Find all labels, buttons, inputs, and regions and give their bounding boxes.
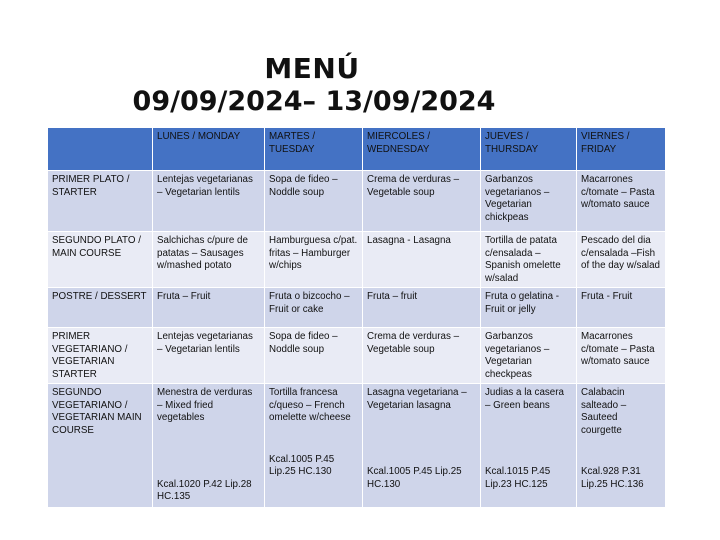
- header-row: [48, 128, 666, 171]
- table-row-starter: [48, 171, 666, 232]
- menu-date-range: 09/09/2024– 13/09/2024: [132, 86, 496, 117]
- table-cell: Crema de verduras – Vegetable soup: [363, 171, 481, 232]
- table-cell: [265, 384, 363, 508]
- table-cell: Fruta - Fruit: [577, 288, 666, 328]
- column-header-tuesday: MARTES / TUESDAY: [265, 128, 363, 171]
- table-cell: Garbanzos vegetarianos – Vegetarian checkpeas: [481, 328, 577, 384]
- table-row-vegetarian-starter: [48, 328, 666, 384]
- row-label: PRIMER PLATO / STARTER: [48, 171, 153, 232]
- dish-text: Lasagna vegetariana – Vegetarian lasagna: [367, 387, 467, 411]
- table-cell: Fruta o gelatina - Fruit or jelly: [481, 288, 577, 328]
- column-header-thursday: JUEVES / THURSDAY: [481, 128, 577, 171]
- table-cell: Macarrones c/tomate – Pasta w/tomato sauce: [577, 328, 666, 384]
- table-cell: Lentejas vegetarianas – Vegetarian lentils: [153, 328, 265, 384]
- row-label: POSTRE / DESSERT: [48, 288, 153, 328]
- table-row-dessert: [48, 288, 666, 328]
- table-cell: [577, 384, 666, 508]
- row-label: SEGUNDO PLATO / MAIN COURSE: [48, 232, 153, 288]
- table-cell: [363, 384, 481, 508]
- column-header-wednesday: MIERCOLES / WEDNESDAY: [363, 128, 481, 171]
- menu-title: MENÚ: [264, 52, 360, 85]
- table-cell: Hamburguesa c/pat. fritas – Hamburger w/chips: [265, 232, 363, 288]
- nutrition-info: Kcal.928 P.31 Lip.25 HC.136: [581, 466, 644, 490]
- table-row-main-course: [48, 232, 666, 288]
- table-cell: Sopa de fideo – Noddle soup: [265, 171, 363, 232]
- nutrition-info: Kcal.1005 P.45 Lip.25 HC.130: [269, 453, 335, 477]
- column-header-friday: VIERNES / FRIDAY: [577, 128, 666, 171]
- table-cell: Fruta – fruit: [363, 288, 481, 328]
- table-cell: Crema de verduras – Vegetable soup: [363, 328, 481, 384]
- table-cell: [153, 384, 265, 508]
- dish-text: Menestra de verduras – Mixed fried vegetables: [157, 387, 253, 423]
- table-cell: Garbanzos vegetarianos – Vegetarian chickpeas: [481, 171, 577, 232]
- table-cell: Sopa de fideo – Noddle soup: [265, 328, 363, 384]
- row-label: SEGUNDO VEGETARIANO / VEGETARIAN MAIN COURSE: [48, 384, 153, 508]
- table-cell: Fruta – Fruit: [153, 288, 265, 328]
- table-cell: Lentejas vegetarianas – Vegetarian lentils: [153, 171, 265, 232]
- dish-text: Calabacin salteado – Sauteed courgette: [581, 387, 627, 436]
- table-cell: Pescado del dia c/ensalada –Fish of the day w/salad: [577, 232, 666, 288]
- table-cell: [481, 384, 577, 508]
- dish-text: Judias a la casera – Green beans: [485, 387, 564, 411]
- table-row-vegetarian-main-course: [48, 384, 666, 508]
- dish-text: Tortilla francesa c/queso – French omelette w/cheese: [269, 387, 351, 423]
- column-header-monday: LUNES / MONDAY: [153, 128, 265, 171]
- nutrition-info: Kcal.1020 P.42 Lip.28 HC.135: [157, 478, 252, 502]
- nutrition-info: Kcal.1005 P.45 Lip.25 HC.130: [367, 466, 462, 490]
- table-cell: Tortilla de patata c/ensalada – Spanish omelette w/salad: [481, 232, 577, 288]
- header-corner-cell: [48, 128, 153, 171]
- table-cell: Fruta o bizcocho – Fruit or cake: [265, 288, 363, 328]
- table-cell: Macarrones c/tomate – Pasta w/tomato sauce: [577, 171, 666, 232]
- nutrition-info: Kcal.1015 P.45 Lip.23 HC.125: [485, 466, 551, 490]
- menu-table: [47, 127, 666, 508]
- table-cell: Salchichas c/pure de patatas – Sausages w/mashed potato: [153, 232, 265, 288]
- row-label: PRIMER VEGETARIANO / VEGETARIAN STARTER: [48, 328, 153, 384]
- table-cell: Lasagna - Lasagna: [363, 232, 481, 288]
